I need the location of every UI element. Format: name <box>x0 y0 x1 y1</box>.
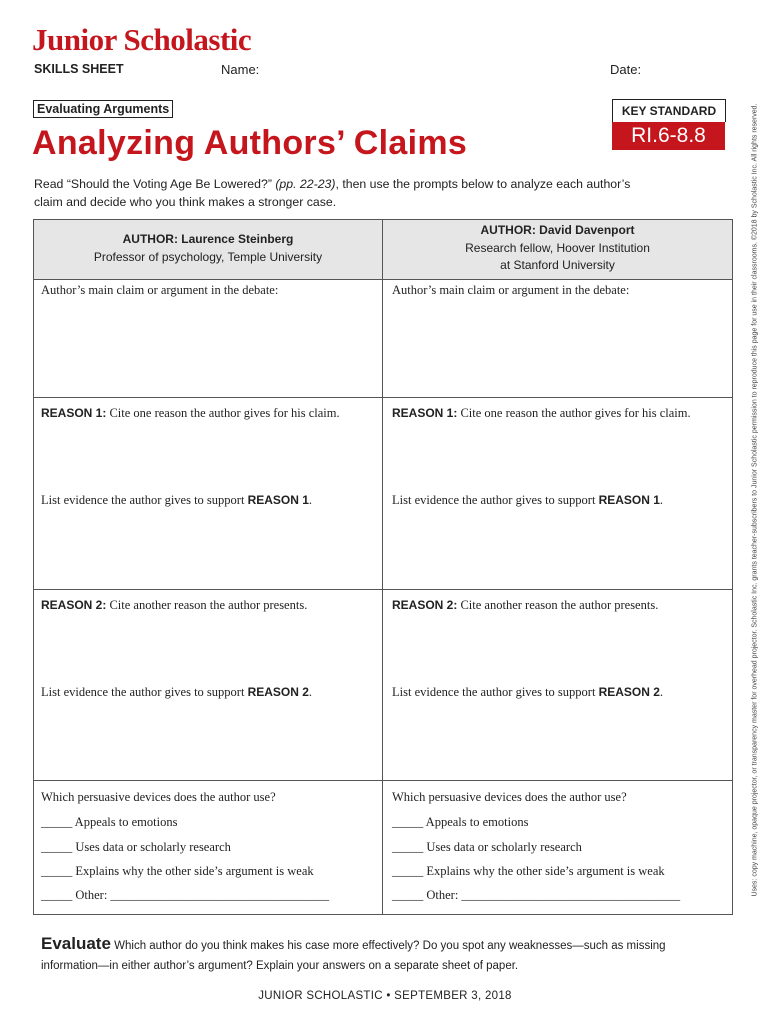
intro-pages: (pp. 22-23) <box>275 177 336 191</box>
evaluate-text: Which author do you think makes his case more effectively? Do you spot any weaknesses—such as missing information—in either author’s argument? Explain your answers on a separate sheet of paper. <box>41 940 666 972</box>
key-standard-value: RI.6-8.8 <box>612 122 725 150</box>
left-claim-prompt: Author’s main claim or argument in the debate: <box>41 283 279 297</box>
right-evidence2-period: . <box>659 685 664 699</box>
left-devices-prompt: Which persuasive devices does the author use? <box>41 790 276 804</box>
right-evidence1-bold: REASON 1 <box>598 493 660 507</box>
analysis-table <box>33 219 733 915</box>
right-author-desc-2: at Stanford University <box>500 258 615 272</box>
name-label: Name: <box>221 62 260 77</box>
left-evidence1-period: . <box>308 493 313 507</box>
right-evidence2-bold: REASON 2 <box>598 685 660 699</box>
left-evidence1-text: List evidence the author gives to support <box>41 493 248 507</box>
right-evidence2-text: List evidence the author gives to support <box>392 685 599 699</box>
page-footer: JUNIOR SCHOLASTIC • SEPTEMBER 3, 2018 <box>258 990 512 1002</box>
right-option-emotions[interactable]: _____ Appeals to emotions <box>392 815 529 829</box>
evaluate-section <box>41 934 721 976</box>
right-evidence2-prompt <box>392 685 663 700</box>
right-claim-prompt: Author’s main claim or argument in the debate: <box>392 283 630 297</box>
brand-logo: Junior Scholastic <box>32 22 252 57</box>
right-reason1-prompt <box>392 406 691 421</box>
row-divider <box>33 589 733 590</box>
left-reason1-prompt <box>41 406 340 421</box>
left-evidence2-period: . <box>308 685 313 699</box>
intro-text <box>34 175 644 211</box>
right-evidence1-prompt <box>392 493 663 508</box>
skills-sheet-label: SKILLS SHEET <box>34 62 124 76</box>
left-author-label: AUTHOR: <box>122 232 178 246</box>
left-author-name: Laurence Steinberg <box>177 232 294 246</box>
intro-post: , then use the prompts below to analyze each author’s claim and decide who you think makes a stronger case. <box>34 177 631 209</box>
left-author-desc: Professor of psychology, Temple University <box>93 249 323 264</box>
date-label: Date: <box>610 62 642 77</box>
right-option-data[interactable]: _____ Uses data or scholarly research <box>392 840 582 854</box>
copyright-text: Uses: copy machine, opaque projector, or transparency master for overhead projector. Scholastic Inc. grants teacher-subscribers to Junior Scholastic permission to reproduce this page for use in their classrooms. ©2018 by Scholastic Inc. All rights reserved. <box>751 103 759 897</box>
right-author-header <box>383 222 732 275</box>
left-evidence2-text: List evidence the author gives to support <box>41 685 248 699</box>
left-reason1-text: Cite one reason the author gives for his claim. <box>106 406 340 420</box>
left-option-data[interactable]: _____ Uses data or scholarly research <box>41 840 231 854</box>
left-option-emotions[interactable]: _____ Appeals to emotions <box>41 815 178 829</box>
right-author-desc-1: Research fellow, Hoover Institution <box>465 240 650 255</box>
right-evidence1-text: List evidence the author gives to support <box>392 493 599 507</box>
left-option-other[interactable]: _____ Other: ___________________________________ <box>41 888 330 902</box>
left-evidence1-bold: REASON 1 <box>247 493 309 507</box>
key-standard-label: KEY STANDARD <box>612 99 726 122</box>
left-reason1-label: REASON 1: <box>41 406 107 420</box>
column-divider <box>382 219 383 915</box>
right-author-name: David Davenport <box>535 223 635 237</box>
right-devices-prompt: Which persuasive devices does the author use? <box>392 790 627 804</box>
right-reason2-text: Cite another reason the author presents. <box>457 598 659 612</box>
left-author-header <box>34 231 382 266</box>
left-reason2-prompt <box>41 598 307 613</box>
right-reason1-label: REASON 1: <box>392 406 458 420</box>
right-evidence1-period: . <box>659 493 664 507</box>
left-evidence2-bold: REASON 2 <box>247 685 309 699</box>
left-option-weak[interactable]: _____ Explains why the other side’s argument is weak <box>41 864 314 878</box>
topic-label: Evaluating Arguments <box>33 100 173 118</box>
left-evidence1-prompt <box>41 493 312 508</box>
right-reason1-text: Cite one reason the author gives for his claim. <box>457 406 691 420</box>
left-reason2-text: Cite another reason the author presents. <box>106 598 308 612</box>
intro-pre: Read “Should the Voting Age Be Lowered?” <box>34 177 276 191</box>
row-divider <box>33 780 733 781</box>
evaluate-label: Evaluate <box>41 934 111 953</box>
copyright-sidebar <box>748 30 762 970</box>
left-evidence2-prompt <box>41 685 312 700</box>
right-option-weak[interactable]: _____ Explains why the other side’s argument is weak <box>392 864 665 878</box>
right-author-label: AUTHOR: <box>480 223 536 237</box>
right-option-other[interactable]: _____ Other: ___________________________________ <box>392 888 681 902</box>
left-reason2-label: REASON 2: <box>41 598 107 612</box>
row-divider <box>33 397 733 398</box>
right-reason2-prompt <box>392 598 658 613</box>
row-divider <box>33 279 733 280</box>
page-title: Analyzing Authors’ Claims <box>32 124 468 162</box>
right-reason2-label: REASON 2: <box>392 598 458 612</box>
